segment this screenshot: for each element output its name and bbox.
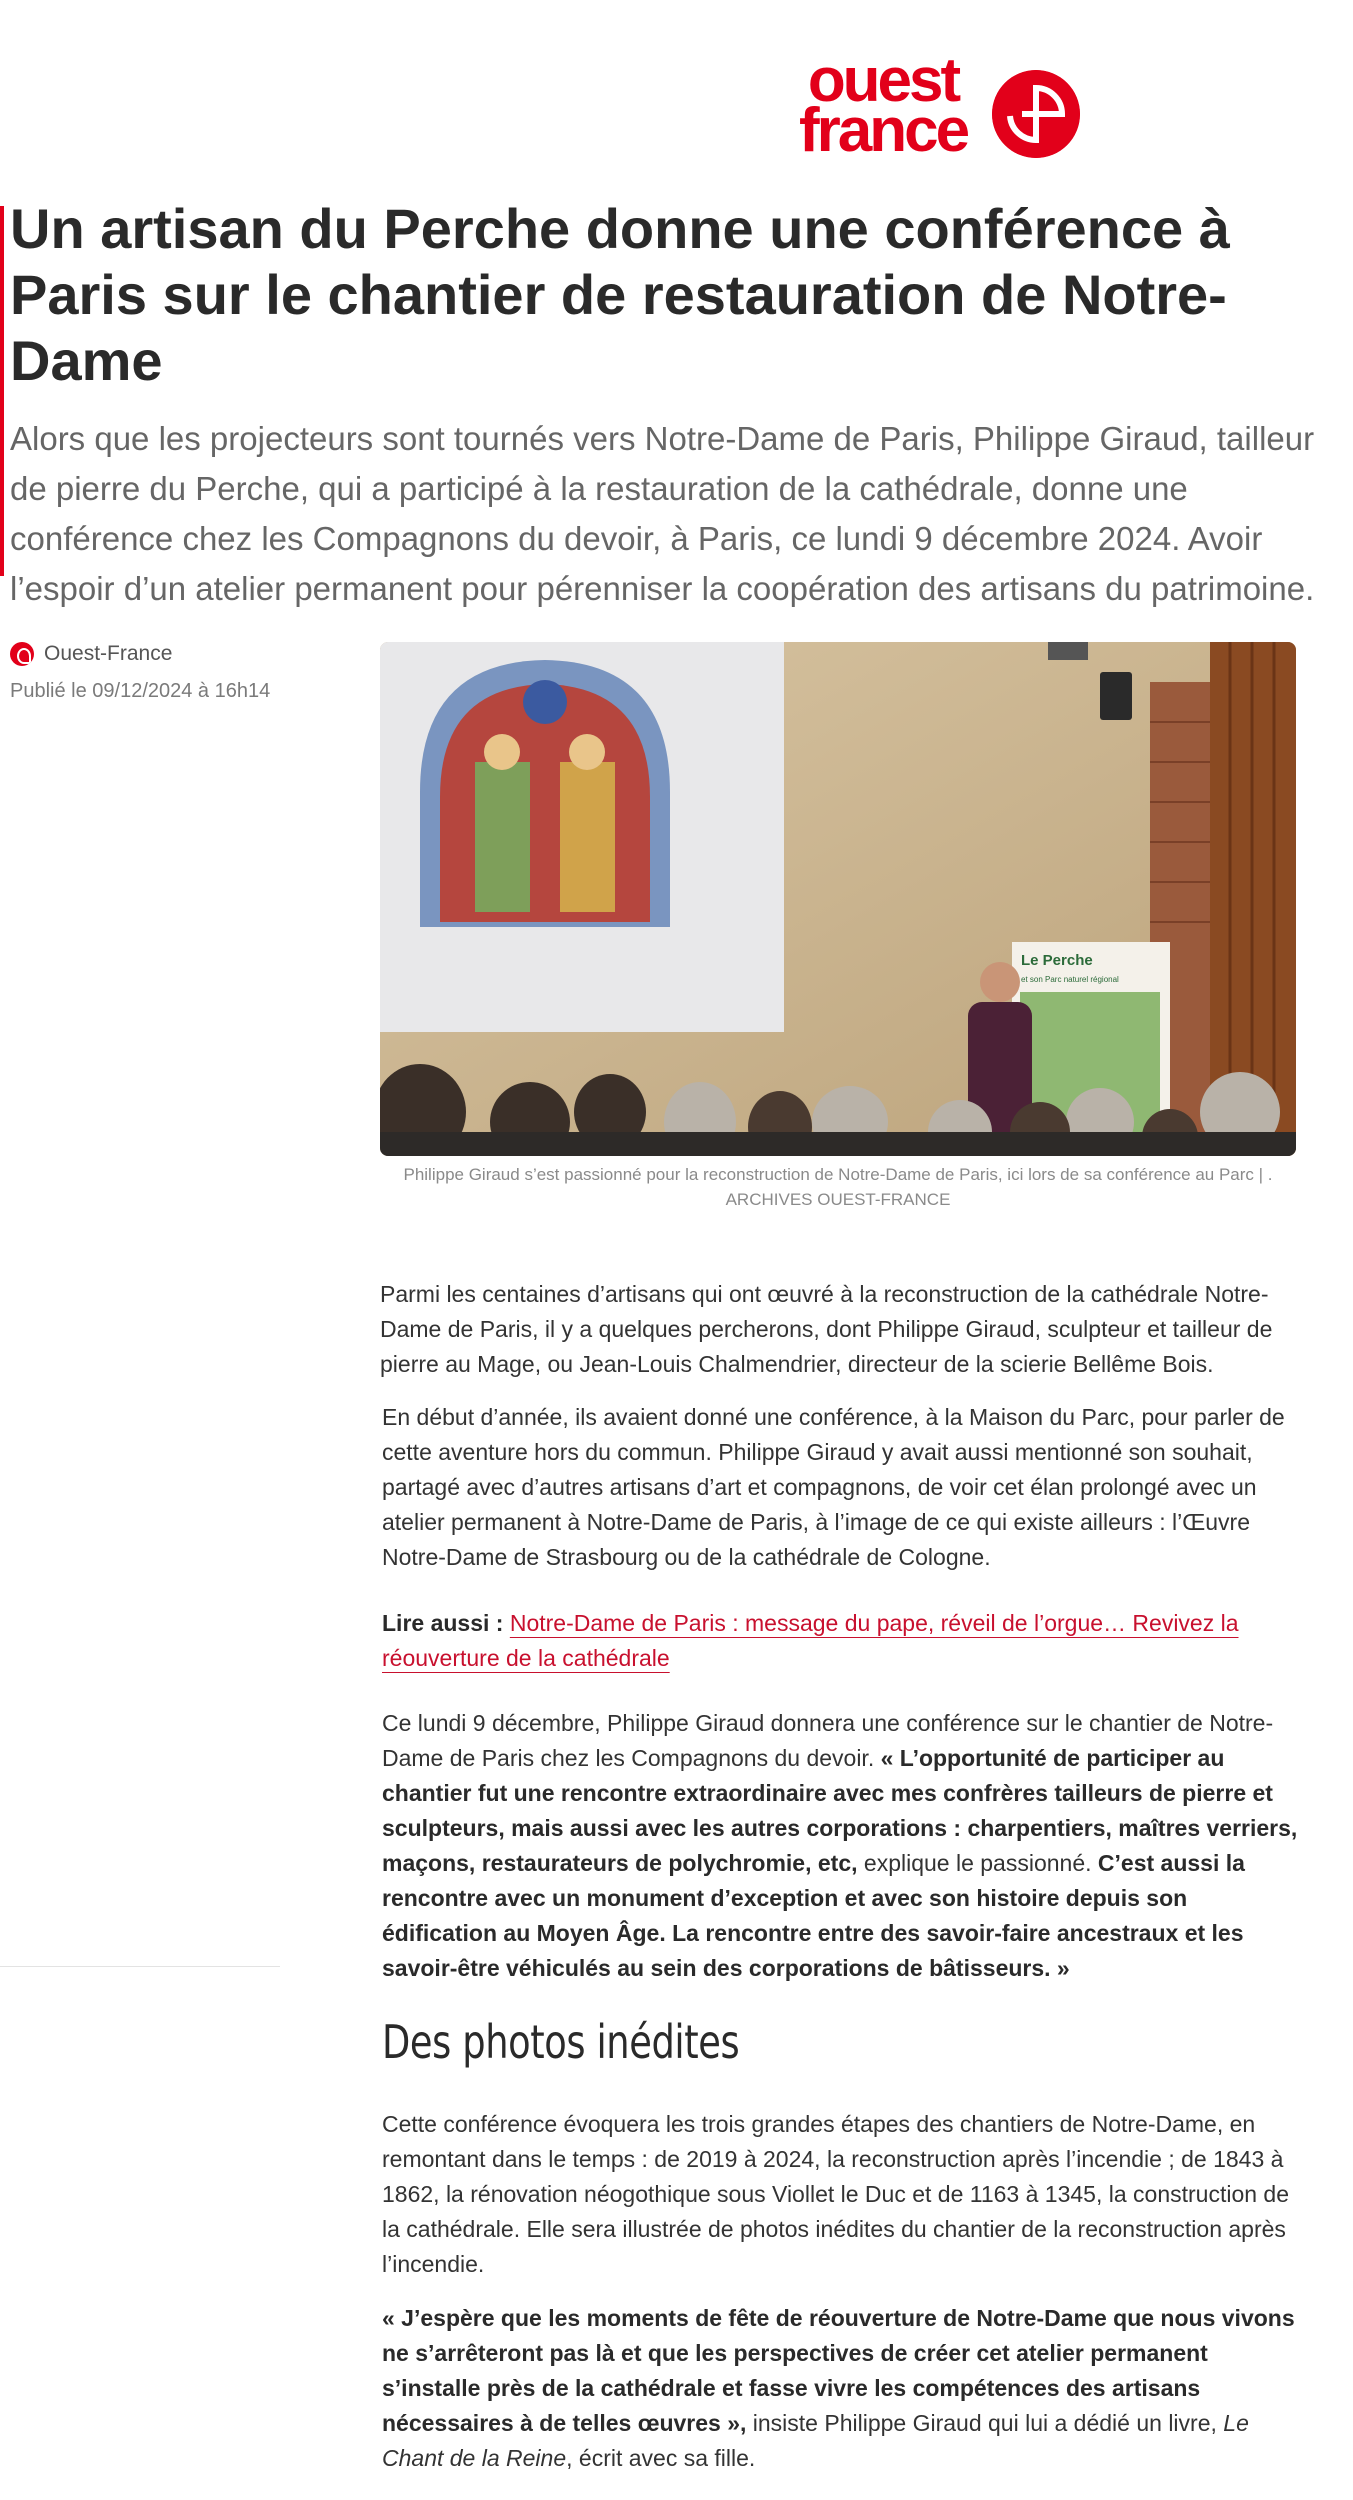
paragraph-3-quote-2: C’est aussi la rencontre avec un monument d’exception et avec son histoire depuis son édification au Moyen Âge. La rencontre entre des savoir-faire ancestraux et les savoir-être véhiculés au sein des corporations de bâtisseurs. » xyxy=(382,1850,1245,1981)
logo-wordmark xyxy=(778,46,988,165)
ouest-france-logo[interactable] xyxy=(778,46,1083,165)
section-heading: Des photos inédites xyxy=(382,2015,740,2069)
logo-line-ouest: ouest xyxy=(807,46,959,115)
read-also xyxy=(382,1606,1302,1676)
photo-caption: Philippe Giraud s’est passionné pour la reconstruction de Notre-Dame de Paris, ici lors de sa conférence au Parc | . ARCHIVES OUEST-FRANCE xyxy=(403,1165,1273,1209)
title-accent-bar xyxy=(0,206,4,576)
poster-subtitle: et son Parc naturel régional xyxy=(1021,975,1119,984)
source-name: Ouest-France xyxy=(44,642,173,665)
ouest-france-small-icon xyxy=(10,642,34,666)
poster-title: Le Perche xyxy=(1021,952,1093,969)
sidebar-divider xyxy=(0,1966,280,1967)
article-title: Un artisan du Perche donne une conférence à Paris sur le chantier de restauration de Notre-Dame xyxy=(10,197,1230,392)
book-title: Le Chant de la Reine xyxy=(382,2410,1249,2471)
paragraph-4: Cette conférence évoquera les trois grandes étapes des chantiers de Notre-Dame, en remontant dans le temps : de 2019 à 2024, la reconstruction après l’incendie ; de 1843 à 1862, la rénovation néogothique sous Viollet le Duc et de 1163 à 1345, la construction de la cathédrale. Elle sera illustrée de photos inédites du chantier de la reconstruction après l’incendie. xyxy=(382,2111,1290,2277)
paragraph-2: En début d’année, ils avaient donné une conférence, à la Maison du Parc, pour parler de cette aventure hors du commun. Philippe Giraud y avait aussi mentionné son souhait, partagé avec d’autres artisans d’art et compagnons, de voir cet élan prolongé avec un atelier permanent à Notre-Dame de Paris, à l’image de ce qui existe ailleurs : l’Œuvre Notre-Dame de Strasbourg ou de la cathédrale de Cologne. xyxy=(382,1404,1285,1570)
paragraph-5-quote: « J’espère que les moments de fête de réouverture de Notre-Dame que nous vivons ne s’arrêteront pas là et que les perspectives de créer cet atelier permanent s’installe près de la cathédrale et fasse vivre les compétences des artisans nécessaires à de telles œuvres », xyxy=(382,2305,1295,2436)
paragraph-3-intro: Ce lundi 9 décembre, Philippe Giraud donnera une conférence sur le chantier de Notre-Dame de Paris chez les Compagnons du devoir. xyxy=(382,1710,1274,1771)
article-lead: Alors que les projecteurs sont tournés vers Notre-Dame de Paris, Philippe Giraud, tailleur de pierre du Perche, qui a participé à la restauration de la cathédrale, donne une conférence chez les Compagnons du devoir, à Paris, ce lundi 9 décembre 2024. Avoir l’espoir d’un atelier permanent pour pérenniser la coopération des artisans du patrimoine. xyxy=(10,420,1315,607)
paragraph-5 xyxy=(382,2301,1302,2476)
paragraph-5-end: , écrit avec sa fille. xyxy=(566,2445,756,2471)
publication-date: Publié le 09/12/2024 à 16h14 xyxy=(10,680,271,702)
conference-photo-illustration xyxy=(380,642,1296,1156)
paragraph-3-attribution: explique le passionné. xyxy=(863,1850,1092,1876)
article-source[interactable] xyxy=(10,642,172,666)
paragraph-3 xyxy=(382,1706,1302,1986)
article-photo[interactable] xyxy=(380,642,1296,1156)
paragraph-1: Parmi les centaines d’artisans qui ont œuvré à la reconstruction de la cathédrale Notre-Dame de Paris, il y a quelques percherons, dont Philippe Giraud, sculpteur et tailleur de pierre au Mage, ou Jean-Louis Chalmendrier, directeur de la scierie Bellême Bois. xyxy=(380,1281,1273,1377)
ouest-france-emblem-icon xyxy=(992,70,1080,158)
paragraph-3-quote-1: « L’opportunité de participer au chantier fut une rencontre extraordinaire avec mes confrères tailleurs de pierre et sculpteurs, mais aussi avec les autres corporations : charpentiers, maîtres verriers, maçons, restaurateurs de polychromie, etc, xyxy=(382,1745,1298,1876)
paragraph-5-text: insiste Philippe Giraud qui lui a dédié un livre, xyxy=(752,2410,1217,2436)
logo-line-france: france xyxy=(798,96,968,165)
read-also-link[interactable]: Notre-Dame de Paris : message du pape, réveil de l’orgue… Revivez la réouverture de la cathédrale xyxy=(382,1610,1239,1671)
read-also-label: Lire aussi : xyxy=(382,1610,504,1636)
